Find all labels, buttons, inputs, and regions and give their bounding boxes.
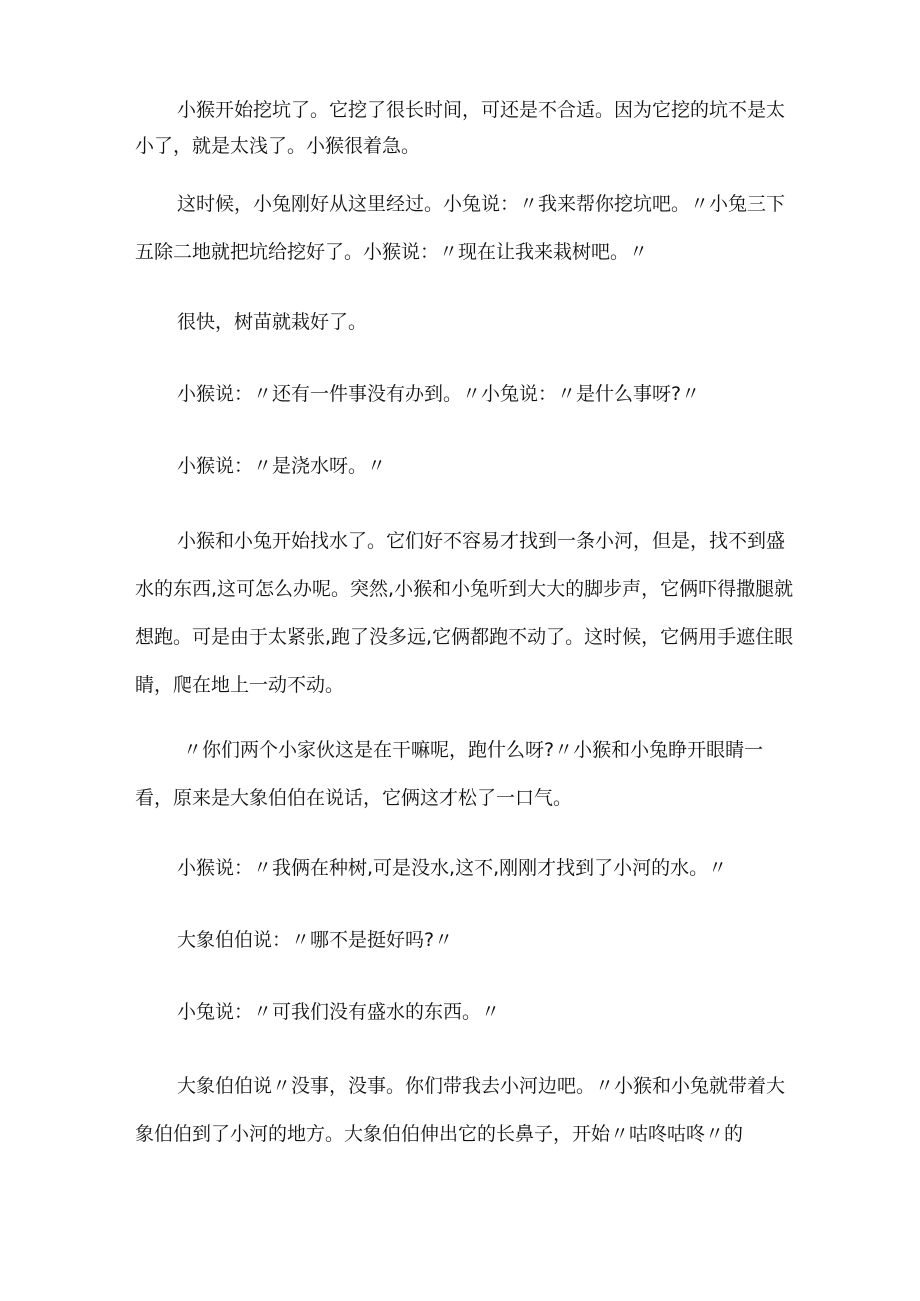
paragraph-5: 小猴说：〃是浇水呀。〃: [177, 455, 387, 477]
paragraph-7: 〃你们两个小家伙这是在干嘛呢，跑什么呀?〃小猴和小兔睁开眼睛一看，原来是大象伯伯在说话，它俩这才松了一口气。: [135, 739, 764, 809]
paragraph-2: 这时候，小兔刚好从这里经过。小兔说：〃我来帮你挖坑吧。〃小兔三下五除二地就把坑给挖好了。小猴说：〃现在让我来栽树吧。〃: [135, 193, 786, 263]
paragraph-8: 小猴说：〃我俩在种树,可是没水,这不,刚刚才找到了小河的水。〃: [177, 857, 728, 879]
paragraph-9: 大象伯伯说：〃哪不是挺好吗?〃: [177, 929, 454, 951]
paragraph-11: 大象伯伯说〃没事，没事。你们带我去小河边吧。〃小猴和小兔就带着大象伯伯到了小河的地方。大象伯伯伸出它的长鼻子，开始〃咕咚咕咚〃的: [135, 1075, 786, 1145]
paragraph-3: 很快，树苗就栽好了。: [177, 311, 368, 333]
paragraph-6: 小猴和小兔开始找水了。它们好不容易才找到一条小河，但是，找不到盛水的东西,这可怎么办呢。突然,小猴和小兔听到大大的脚步声，它俩吓得撒腿就想跑。可是由于太紧张,跑了没多远,它俩都跑不动了。这时候，它俩用手遮住眼睛，爬在地上一动不动。: [135, 530, 794, 696]
paragraph-1: 小猴开始挖坑了。它挖了很长时间，可还是不合适。因为它挖的坑不是太小了，就是太浅了。小猴很着急。: [135, 99, 786, 157]
paragraph-4: 小猴说：〃还有一件事没有办到。〃小兔说：〃是什么事呀?〃: [177, 383, 701, 405]
paragraph-10: 小兔说：〃可我们没有盛水的东西。〃: [177, 1001, 501, 1023]
